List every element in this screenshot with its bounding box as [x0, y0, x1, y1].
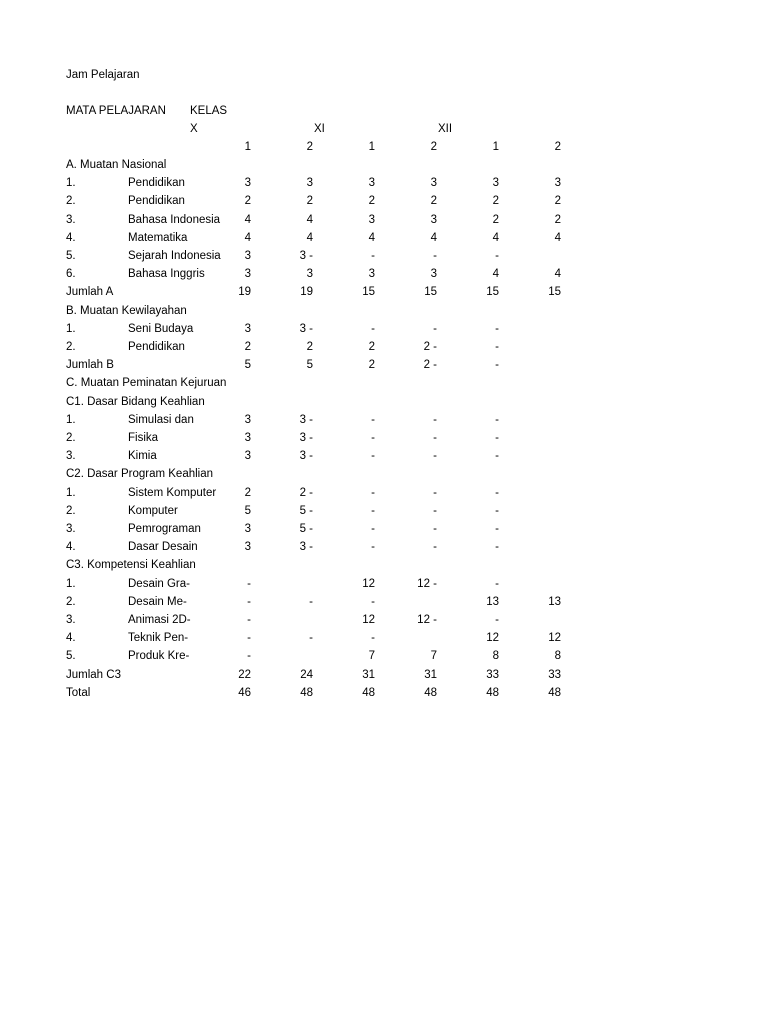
hours-cell: 3 - [299, 414, 313, 426]
hours-cell: - [433, 250, 437, 262]
total-label: Total [66, 687, 91, 699]
hours-cell: 2 [554, 214, 561, 226]
hours-cell: - [495, 250, 499, 262]
hours-cell: 4 [492, 232, 499, 244]
semester-label: 1 [244, 141, 251, 153]
hours-cell: 3 [430, 177, 437, 189]
hours-cell: 2 [306, 341, 313, 353]
total-label: Jumlah C3 [66, 669, 121, 681]
hours-cell: 7 [368, 650, 375, 662]
hours-cell: - [495, 414, 499, 426]
subject-name: Bahasa Inggris [128, 268, 205, 280]
subject-name: Kimia [128, 450, 157, 462]
subject-name: Pendidikan [128, 177, 185, 189]
subject-name: Dasar Desain [128, 541, 198, 553]
hours-cell: 3 - [299, 450, 313, 462]
hours-cell: - [495, 541, 499, 553]
hours-cell: 2 [306, 195, 313, 207]
row-number: 1. [66, 578, 76, 590]
row-number: 2. [66, 195, 76, 207]
hours-cell: 3 [554, 177, 561, 189]
hours-cell: - [433, 523, 437, 535]
section-heading: A. Muatan Nasional [66, 159, 167, 171]
hours-cell: 2 - [299, 487, 313, 499]
row-number: 5. [66, 250, 76, 262]
hours-cell: 15 [424, 286, 437, 298]
hours-cell: 12 - [417, 578, 437, 590]
subject-name: Pendidikan [128, 195, 185, 207]
hours-cell: 3 [368, 177, 375, 189]
hours-cell: - [371, 505, 375, 517]
hours-cell: 8 [492, 650, 499, 662]
row-number: 1. [66, 323, 76, 335]
hours-cell: - [247, 650, 251, 662]
hours-cell: 3 [306, 177, 313, 189]
hours-cell: 4 [244, 232, 251, 244]
hours-cell: 24 [300, 669, 313, 681]
hours-cell: - [371, 450, 375, 462]
total-label: Jumlah A [66, 286, 114, 298]
hours-cell: - [309, 632, 313, 644]
hours-cell: - [371, 414, 375, 426]
header-mata-pelajaran: MATA PELAJARAN [66, 105, 166, 117]
subject-name: Matematika [128, 232, 188, 244]
hours-cell: - [309, 596, 313, 608]
hours-cell: 5 - [299, 523, 313, 535]
hours-cell: 48 [486, 687, 499, 699]
hours-cell: 3 [492, 177, 499, 189]
subject-name: Pemrograman [128, 523, 201, 535]
hours-cell: 2 [368, 195, 375, 207]
hours-cell: - [433, 414, 437, 426]
hours-cell: 8 [554, 650, 561, 662]
row-number: 1. [66, 487, 76, 499]
row-number: 2. [66, 432, 76, 444]
hours-cell: 3 [244, 523, 251, 535]
hours-cell: - [371, 487, 375, 499]
hours-cell: - [495, 614, 499, 626]
subject-name: Komputer [128, 505, 178, 517]
hours-cell: 4 [306, 214, 313, 226]
hours-cell: - [433, 505, 437, 517]
row-number: 1. [66, 414, 76, 426]
hours-cell: 33 [486, 669, 499, 681]
hours-cell: 3 - [299, 432, 313, 444]
subject-name: Produk Kre- [128, 650, 190, 662]
hours-cell: 2 [492, 214, 499, 226]
hours-cell: 3 [244, 268, 251, 280]
hours-cell: 2 [492, 195, 499, 207]
hours-cell: 3 [430, 268, 437, 280]
hours-cell: 3 [244, 250, 251, 262]
hours-cell: - [433, 450, 437, 462]
semester-label: 2 [306, 141, 313, 153]
hours-cell: - [495, 487, 499, 499]
hours-cell: 15 [548, 286, 561, 298]
row-number: 5. [66, 650, 76, 662]
subject-name: Teknik Pen- [128, 632, 189, 644]
hours-cell: 5 - [299, 505, 313, 517]
hours-cell: 2 [244, 195, 251, 207]
hours-cell: 12 [486, 632, 499, 644]
hours-cell: - [371, 632, 375, 644]
row-number: 2. [66, 505, 76, 517]
hours-cell: 2 [368, 341, 375, 353]
hours-cell: 2 [368, 359, 375, 371]
row-number: 6. [66, 268, 76, 280]
hours-cell: - [495, 578, 499, 590]
hours-cell: 12 [548, 632, 561, 644]
row-number: 3. [66, 523, 76, 535]
row-number: 3. [66, 614, 76, 626]
hours-cell: 3 - [299, 541, 313, 553]
hours-cell: - [371, 523, 375, 535]
hours-cell: 2 [244, 341, 251, 353]
hours-cell: - [495, 359, 499, 371]
section-heading: C. Muatan Peminatan Kejuruan [66, 377, 227, 389]
hours-cell: 5 [244, 359, 251, 371]
row-number: 4. [66, 632, 76, 644]
section-heading: C1. Dasar Bidang Keahlian [66, 396, 205, 408]
hours-cell: - [495, 450, 499, 462]
hours-cell: - [433, 487, 437, 499]
row-number: 3. [66, 214, 76, 226]
hours-cell: 3 [244, 432, 251, 444]
row-number: 2. [66, 341, 76, 353]
hours-cell: - [247, 632, 251, 644]
hours-cell: 19 [300, 286, 313, 298]
grade-xii: XII [438, 123, 453, 135]
hours-cell: 15 [486, 286, 499, 298]
hours-cell: 46 [238, 687, 251, 699]
hours-cell: 4 [368, 232, 375, 244]
hours-cell: 3 [244, 450, 251, 462]
subject-name: Sejarah Indonesia [128, 250, 221, 262]
hours-cell: 4 [554, 232, 561, 244]
hours-cell: 3 [368, 268, 375, 280]
hours-cell: 48 [300, 687, 313, 699]
row-number: 3. [66, 450, 76, 462]
hours-cell: - [371, 541, 375, 553]
hours-cell: - [495, 523, 499, 535]
hours-cell: 19 [238, 286, 251, 298]
hours-cell: 2 [554, 195, 561, 207]
hours-cell: 3 [368, 214, 375, 226]
hours-cell: 15 [362, 286, 375, 298]
hours-cell: 22 [238, 669, 251, 681]
hours-cell: - [371, 250, 375, 262]
hours-cell: 3 - [299, 250, 313, 262]
grade-x: X [190, 123, 198, 135]
hours-cell: - [247, 596, 251, 608]
hours-cell: - [247, 578, 251, 590]
row-number: 4. [66, 541, 76, 553]
subject-name: Seni Budaya [128, 323, 194, 335]
hours-cell: 7 [430, 650, 437, 662]
hours-cell: 48 [362, 687, 375, 699]
hours-cell: 4 [430, 232, 437, 244]
hours-cell: - [495, 341, 499, 353]
hours-cell: 4 [306, 232, 313, 244]
subject-name: Pendidikan [128, 341, 185, 353]
hours-cell: - [433, 541, 437, 553]
hours-cell: - [371, 596, 375, 608]
semester-label: 2 [430, 141, 437, 153]
subject-name: Desain Gra- [128, 578, 190, 590]
hours-cell: 48 [424, 687, 437, 699]
hours-cell: 31 [362, 669, 375, 681]
hours-cell: - [247, 614, 251, 626]
hours-cell: - [495, 432, 499, 444]
subject-name: Simulasi dan [128, 414, 194, 426]
hours-cell: 12 [362, 578, 375, 590]
hours-cell: 2 - [423, 341, 437, 353]
header-kelas: KELAS [190, 105, 228, 117]
hours-cell: - [433, 432, 437, 444]
hours-cell: 12 - [417, 614, 437, 626]
subject-name: Animasi 2D- [128, 614, 191, 626]
hours-cell: 3 - [299, 323, 313, 335]
hours-cell: 3 [306, 268, 313, 280]
section-heading: B. Muatan Kewilayahan [66, 305, 187, 317]
hours-cell: 5 [244, 505, 251, 517]
hours-cell: - [371, 432, 375, 444]
hours-cell: 2 [244, 487, 251, 499]
hours-cell: - [371, 323, 375, 335]
hours-cell: 33 [548, 669, 561, 681]
hours-cell: 48 [548, 687, 561, 699]
subject-name: Fisika [128, 432, 159, 444]
hours-cell: - [495, 323, 499, 335]
hours-cell: 31 [424, 669, 437, 681]
row-number: 1. [66, 177, 76, 189]
hours-cell: 3 [244, 541, 251, 553]
subject-name: Sistem Komputer [128, 487, 217, 499]
hours-cell: 2 [430, 195, 437, 207]
subject-name: Desain Me- [128, 596, 187, 608]
hours-cell: 13 [548, 596, 561, 608]
subject-name: Bahasa Indonesia [128, 214, 221, 226]
hours-cell: - [433, 323, 437, 335]
section-heading: C2. Dasar Program Keahlian [66, 468, 214, 480]
hours-cell: 3 [430, 214, 437, 226]
semester-label: 2 [554, 141, 561, 153]
hours-cell: 3 [244, 323, 251, 335]
page-title: Jam Pelajaran [66, 69, 140, 81]
section-heading: C3. Kompetensi Keahlian [66, 559, 196, 571]
hours-cell: 12 [362, 614, 375, 626]
row-number: 2. [66, 596, 76, 608]
grade-xi: XI [314, 123, 325, 135]
semester-label: 1 [368, 141, 375, 153]
total-label: Jumlah B [66, 359, 114, 371]
hours-cell: - [495, 505, 499, 517]
hours-cell: 3 [244, 414, 251, 426]
semester-label: 1 [492, 141, 499, 153]
hours-cell: 13 [486, 596, 499, 608]
row-number: 4. [66, 232, 76, 244]
hours-cell: 3 [244, 177, 251, 189]
hours-cell: 5 [306, 359, 313, 371]
hours-cell: 4 [554, 268, 561, 280]
hours-cell: 4 [244, 214, 251, 226]
hours-cell: 2 - [423, 359, 437, 371]
hours-cell: 4 [492, 268, 499, 280]
